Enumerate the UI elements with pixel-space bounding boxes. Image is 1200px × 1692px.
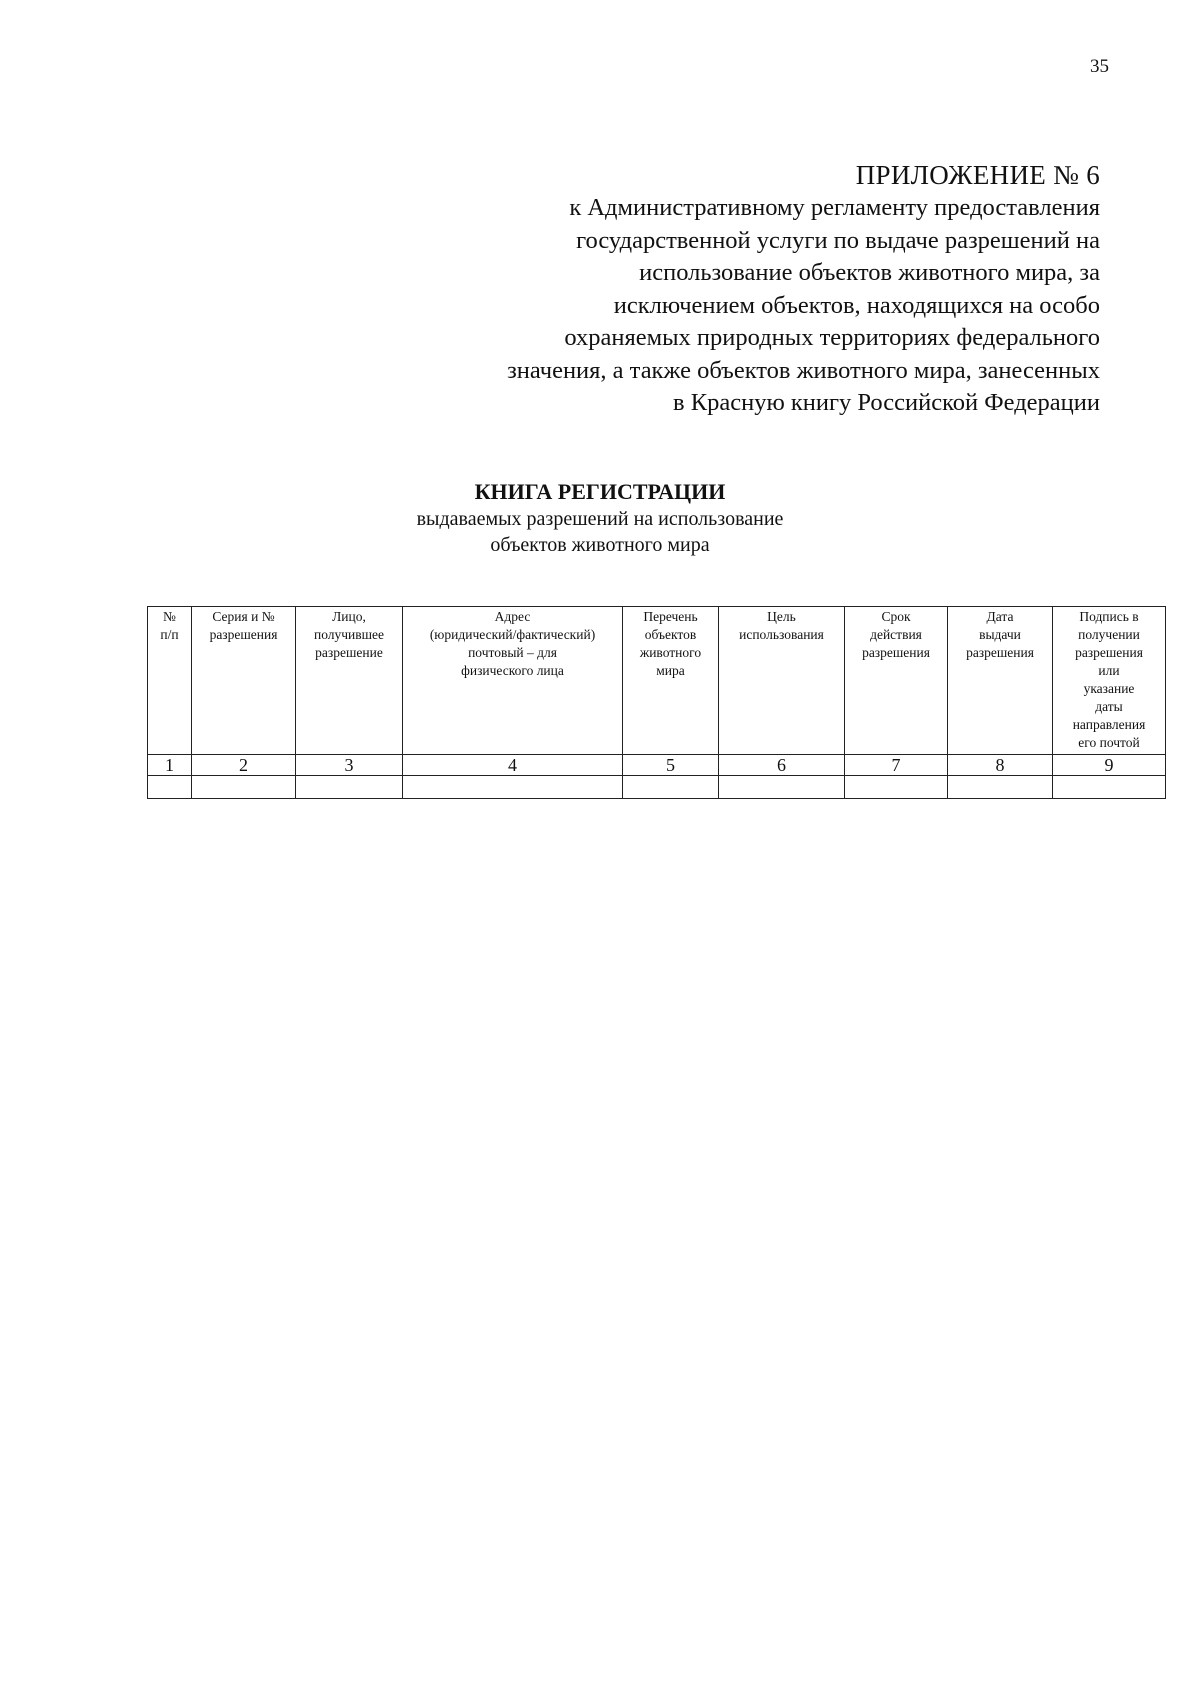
table-empty-row (148, 776, 1166, 799)
table-number-row (148, 755, 1166, 776)
column-number: 1 (148, 755, 192, 776)
appendix-title: ПРИЛОЖЕНИЕ № 6 (855, 160, 1100, 190)
table-cell (719, 776, 845, 799)
table-cell (403, 776, 623, 799)
column-header-series: Серия и № разрешения (192, 607, 296, 755)
table-cell (148, 776, 192, 799)
column-number: 9 (1053, 755, 1166, 776)
table-cell (948, 776, 1053, 799)
appendix-description (340, 192, 1100, 420)
column-header-signature: Подпись в получении разрешения или указание даты направления его почтой (1053, 607, 1166, 755)
column-number: 7 (845, 755, 948, 776)
column-number: 8 (948, 755, 1053, 776)
appendix-line: государственной услуги по выдаче разрешений на (576, 226, 1100, 254)
book-subtitle (0, 506, 1200, 558)
book-title: КНИГА РЕГИСТРАЦИИ (474, 479, 726, 504)
column-number: 2 (192, 755, 296, 776)
table-header-row (148, 607, 1166, 755)
appendix-line: охраняемых природных территориях федерального (564, 324, 1100, 351)
column-header-recipient: Лицо, получившее разрешение (296, 607, 403, 755)
column-number: 4 (403, 755, 623, 776)
appendix-block (340, 158, 1100, 420)
table-cell (623, 776, 719, 799)
appendix-line: значения, а также объектов животного мира, занесенных (507, 356, 1100, 384)
table-cell (1053, 776, 1166, 799)
appendix-line: исключением объектов, находящихся на особо (613, 291, 1100, 319)
column-number: 5 (623, 755, 719, 776)
column-header-objects: Перечень объектов животного мира (623, 607, 719, 755)
page-number: 35 (1090, 56, 1109, 77)
appendix-line: использование объектов животного мира, за (639, 259, 1100, 286)
book-subtitle-line: объектов животного мира (490, 534, 710, 556)
table-cell (845, 776, 948, 799)
appendix-line: к Административному регламенту предоставления (569, 194, 1100, 221)
table-cell (296, 776, 403, 799)
registration-table (147, 606, 1166, 799)
column-number: 3 (296, 755, 403, 776)
book-heading (0, 478, 1200, 558)
column-header-issue-date: Дата выдачи разрешения (948, 607, 1053, 755)
column-header-address: Адрес (юридический/фактический) почтовый – для физического лица (403, 607, 623, 755)
column-header-validity: Срок действия разрешения (845, 607, 948, 755)
column-number: 6 (719, 755, 845, 776)
table-cell (192, 776, 296, 799)
book-subtitle-line: выдаваемых разрешений на использование (416, 508, 784, 530)
column-header-number: № п/п (148, 607, 192, 755)
column-header-purpose: Цель использования (719, 607, 845, 755)
appendix-line: в Красную книгу Российской Федерации (673, 389, 1100, 416)
